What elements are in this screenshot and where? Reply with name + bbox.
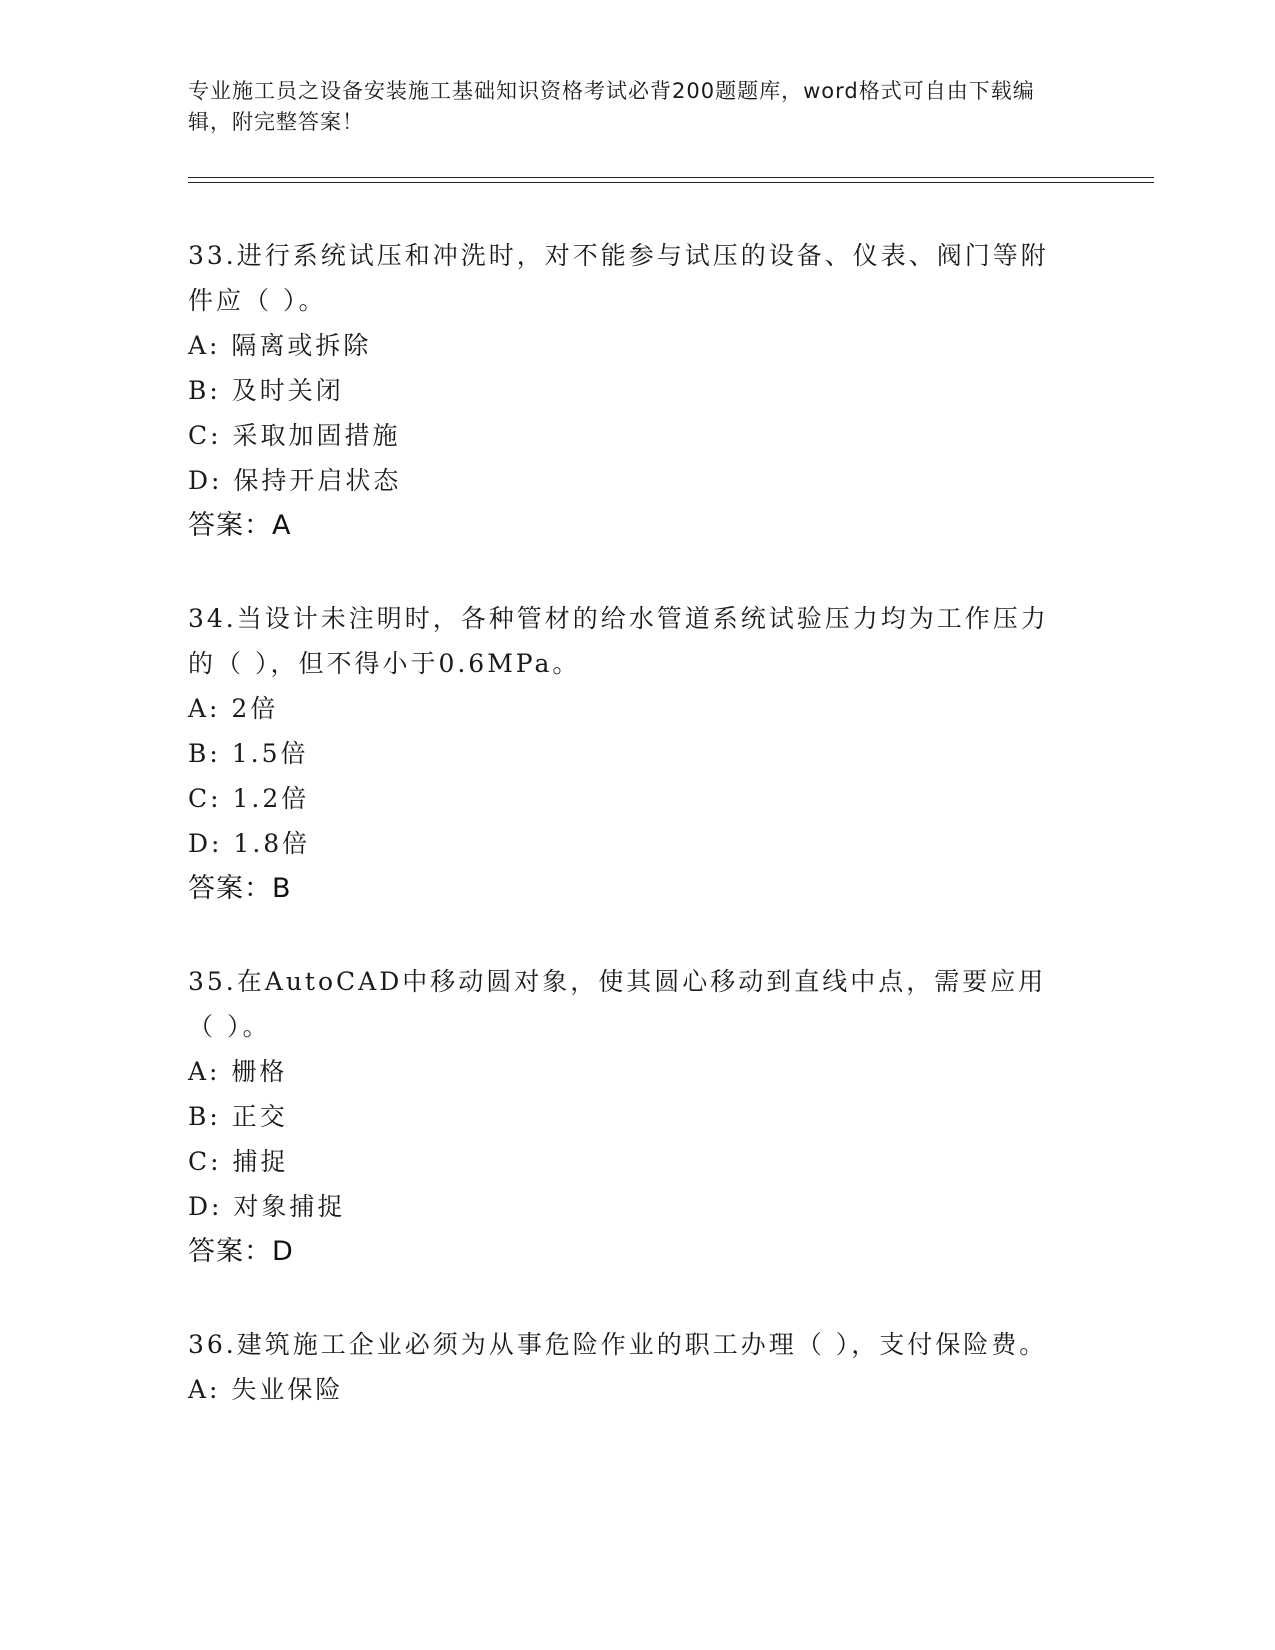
option-a: A: 隔离或拆除 bbox=[188, 331, 372, 360]
option-a: A: 栅格 bbox=[188, 1057, 288, 1086]
option-d: D: 保持开启状态 bbox=[188, 466, 402, 495]
option-b: B: 1.5倍 bbox=[188, 739, 309, 768]
answer-line: 答案：A bbox=[188, 510, 292, 541]
document-header: 专业施工员之设备安装施工基础知识资格考试必背200题题库，word格式可自由下载编辑，附完整答案！ bbox=[188, 79, 1035, 134]
question-text: 34.当设计未注明时，各种管材的给水管道系统试验压力均为工作压力的（ ），但不得小于0.6MPa。 bbox=[188, 604, 1049, 678]
header-divider-bottom bbox=[188, 182, 1154, 183]
option-b: B: 及时关闭 bbox=[188, 376, 344, 405]
option-c: C: 采取加固措施 bbox=[188, 421, 401, 450]
answer-line: 答案：B bbox=[188, 873, 292, 904]
question-36 bbox=[188, 1322, 1068, 1412]
question-text: 36.建筑施工企业必须为从事危险作业的职工办理（ ），支付保险费。 bbox=[188, 1330, 1048, 1359]
option-a: A: 失业保险 bbox=[188, 1375, 344, 1404]
option-c: C: 捕捉 bbox=[188, 1147, 289, 1176]
question-text: 33.进行系统试压和冲洗时，对不能参与试压的设备、仪表、阀门等附件应（ ）。 bbox=[188, 241, 1049, 315]
option-b: B: 正交 bbox=[188, 1102, 288, 1131]
answer-line: 答案：D bbox=[188, 1236, 294, 1267]
header-divider-top bbox=[188, 177, 1154, 178]
option-d: D: 1.8倍 bbox=[188, 829, 311, 858]
question-33 bbox=[188, 233, 1068, 549]
question-text: 35.在AutoCAD中移动圆对象，使其圆心移动到直线中点，需要应用（ ）。 bbox=[188, 967, 1047, 1041]
question-34 bbox=[188, 596, 1068, 912]
question-35 bbox=[188, 959, 1068, 1275]
option-c: C: 1.2倍 bbox=[188, 784, 310, 813]
option-d: D: 对象捕捉 bbox=[188, 1192, 346, 1221]
option-a: A: 2倍 bbox=[188, 694, 279, 723]
